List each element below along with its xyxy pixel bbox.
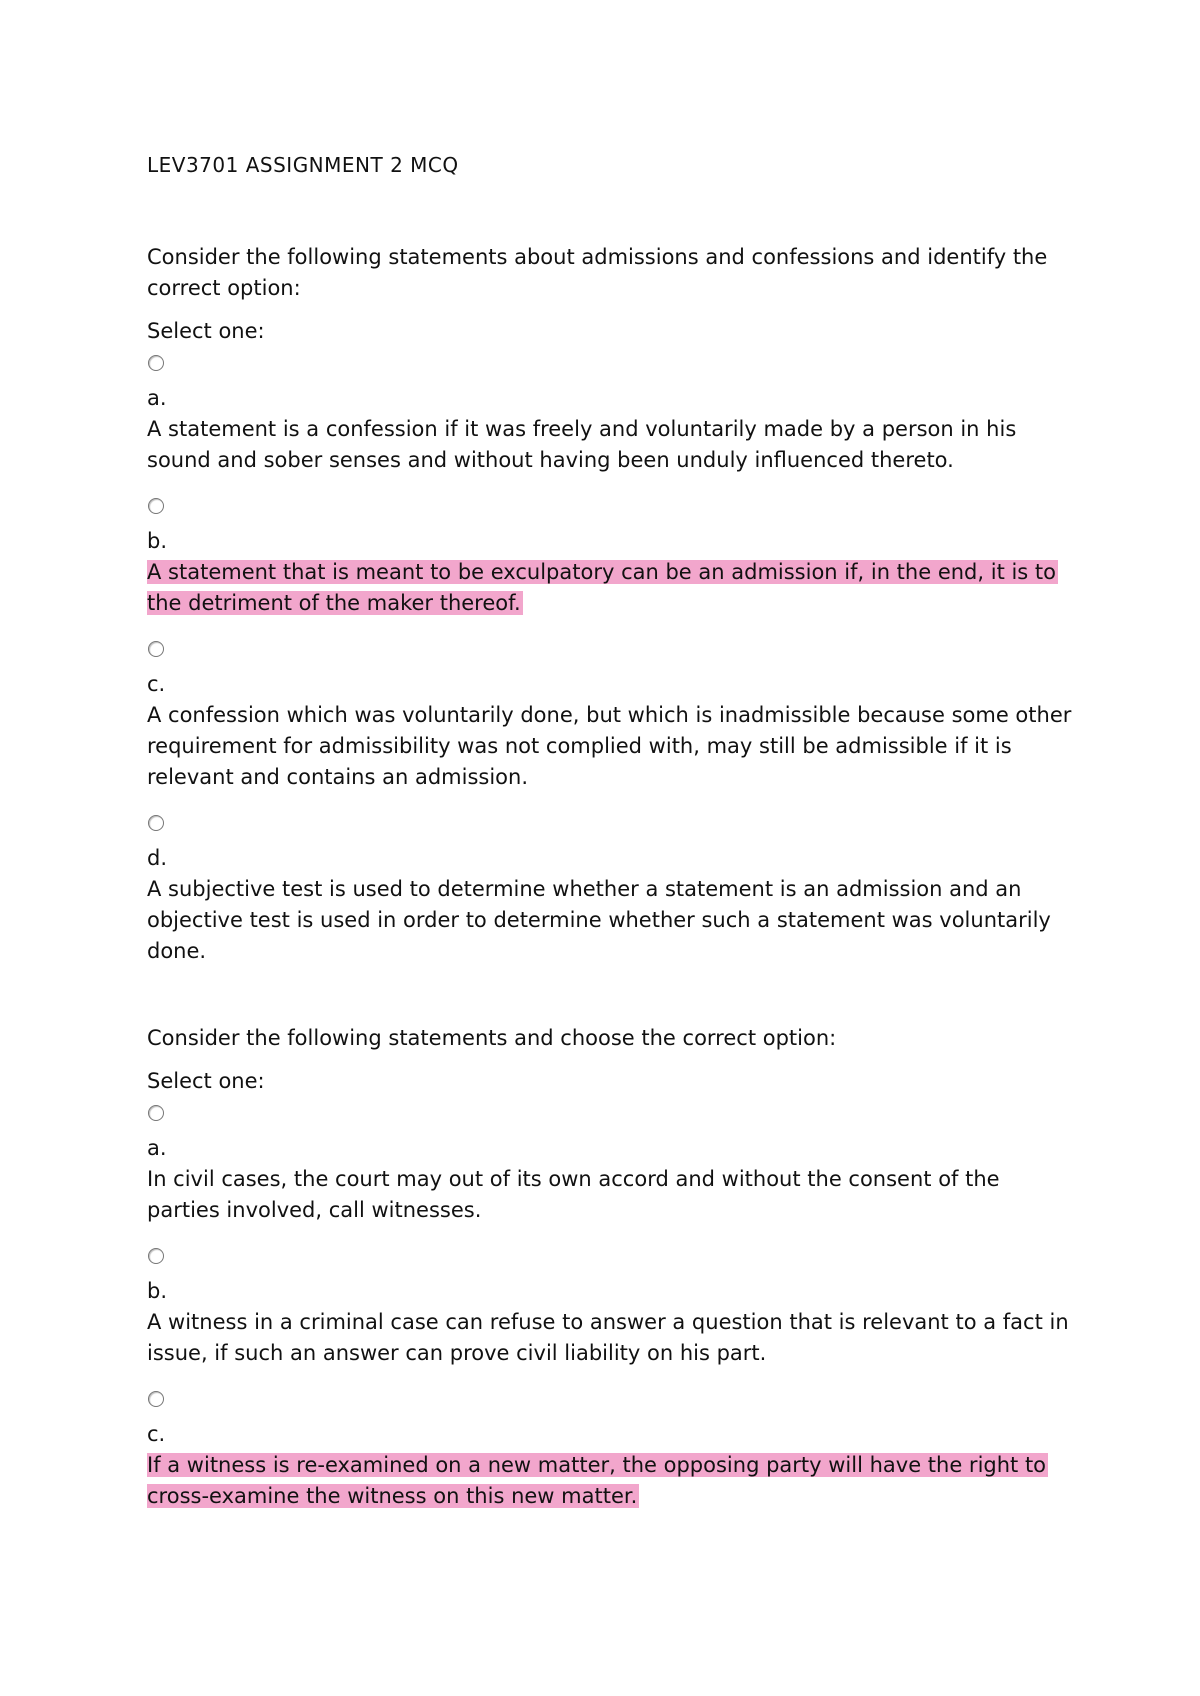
option-text — [147, 414, 1077, 476]
option-text — [147, 700, 1077, 793]
question-1 — [147, 242, 1077, 967]
option-b — [147, 498, 1077, 619]
option-letter: a. — [147, 386, 167, 410]
option-a — [147, 355, 1077, 476]
radio-button-icon[interactable] — [148, 1248, 164, 1264]
radio-button-icon[interactable] — [148, 1105, 164, 1121]
option-letter: c. — [147, 1422, 166, 1446]
option-letter: b. — [147, 1279, 168, 1303]
option-text-content: A subjective test is used to determine whether a statement is an admission and an objective test is used in order to determine whether such a statement was voluntarily done. — [147, 877, 1051, 963]
question-2 — [147, 1023, 1077, 1512]
option-text — [147, 874, 1077, 967]
radio-button-icon[interactable] — [148, 641, 164, 657]
document-content — [147, 150, 1077, 1512]
option-d — [147, 815, 1077, 967]
radio-button-icon[interactable] — [148, 498, 164, 514]
option-text — [147, 1450, 1077, 1512]
select-one-label: Select one: — [147, 1069, 265, 1093]
option-letter: a. — [147, 1136, 167, 1160]
option-letter: b. — [147, 529, 168, 553]
document-title: LEV3701 ASSIGNMENT 2 MCQ — [147, 153, 459, 177]
question-text: Consider the following statements and choose the correct option: — [147, 1026, 837, 1050]
option-text — [147, 1307, 1077, 1369]
option-text — [147, 1164, 1077, 1226]
highlighted-answer: If a witness is re-examined on a new matter, the opposing party will have the right to cross-examine the witness on this new matter. — [147, 1453, 1047, 1508]
question-text: Consider the following statements about admissions and confessions and identify the correct option: — [147, 245, 1048, 300]
option-letter: d. — [147, 846, 168, 870]
option-text-content: A statement is a confession if it was freely and voluntarily made by a person in his sound and sober senses and without having been unduly influenced thereto. — [147, 417, 1017, 472]
option-c — [147, 641, 1077, 793]
option-a — [147, 1105, 1077, 1226]
option-text-content: In civil cases, the court may out of its own accord and without the consent of the parties involved, call witnesses. — [147, 1167, 1000, 1222]
select-one-label: Select one: — [147, 319, 265, 343]
option-text-content: A witness in a criminal case can refuse to answer a question that is relevant to a fact in issue, if such an answer can prove civil liability on his part. — [147, 1310, 1069, 1365]
option-c — [147, 1391, 1077, 1512]
highlighted-answer: A statement that is meant to be exculpatory can be an admission if, in the end, it is to the detriment of the maker thereof. — [147, 560, 1057, 615]
radio-button-icon[interactable] — [148, 355, 164, 371]
option-text — [147, 557, 1077, 619]
option-letter: c. — [147, 672, 166, 696]
option-text-content: A confession which was voluntarily done, but which is inadmissible because some other requirement for admissibility was not complied with, may still be admissible if it is relevant and contains an admission. — [147, 703, 1072, 789]
radio-button-icon[interactable] — [148, 815, 164, 831]
option-b — [147, 1248, 1077, 1369]
radio-button-icon[interactable] — [148, 1391, 164, 1407]
